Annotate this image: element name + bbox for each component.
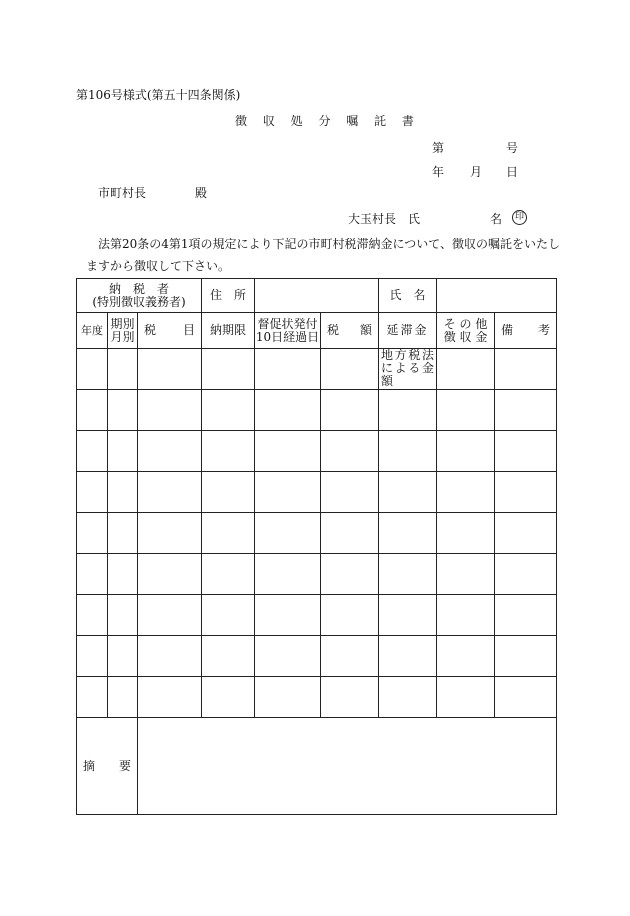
header-period	[108, 313, 138, 349]
cell[interactable]	[202, 349, 255, 390]
cell[interactable]	[321, 472, 379, 513]
delinquency-table	[76, 278, 557, 815]
legal-note-line-3: 額	[381, 374, 394, 388]
header-demand	[255, 313, 321, 349]
cell[interactable]	[379, 390, 437, 431]
cell[interactable]	[138, 677, 202, 718]
doc-number-prefix: 第	[432, 141, 445, 155]
table-row	[77, 677, 557, 718]
cell[interactable]	[495, 513, 557, 554]
header-other	[437, 313, 495, 349]
cell[interactable]	[108, 431, 138, 472]
cell[interactable]	[77, 390, 108, 431]
cell[interactable]	[495, 390, 557, 431]
cell[interactable]	[138, 431, 202, 472]
table-row	[77, 554, 557, 595]
cell[interactable]	[202, 431, 255, 472]
cell[interactable]	[495, 472, 557, 513]
header-due-date: 納期限	[202, 313, 255, 349]
header-remarks-2: 考	[537, 323, 550, 337]
cell[interactable]	[138, 554, 202, 595]
cell[interactable]	[138, 390, 202, 431]
cell[interactable]	[379, 513, 437, 554]
cell[interactable]	[379, 595, 437, 636]
header-year: 年度	[77, 313, 108, 349]
cell[interactable]	[495, 595, 557, 636]
body-text-line-1: 法第20条の4第1項の規定により下記の市町村税滞納金について、徴収の嘱託をいたし	[98, 237, 561, 251]
header-remarks	[495, 313, 557, 349]
seal-mark	[512, 208, 527, 225]
cell[interactable]	[321, 349, 379, 390]
date-day: 日	[506, 165, 519, 179]
header-tax-item	[138, 313, 202, 349]
table-row	[77, 595, 557, 636]
cell[interactable]	[138, 349, 202, 390]
cell[interactable]	[437, 349, 495, 390]
cell[interactable]	[108, 349, 138, 390]
taxpayer-row	[77, 279, 557, 313]
cell[interactable]	[255, 390, 321, 431]
header-demand-line-2: 10日経過日	[255, 329, 320, 344]
legal-note-line-1: 地方税法	[381, 348, 435, 362]
document-title: 徴 収 処 分 嘱 託 書	[235, 114, 420, 128]
summary-label-1: 摘	[82, 758, 95, 773]
body-text-line-2: ますから徴収して下さい。	[86, 259, 231, 273]
cell[interactable]	[437, 431, 495, 472]
header-amount	[321, 313, 379, 349]
name-label: 氏 名	[379, 279, 437, 313]
cell[interactable]	[255, 554, 321, 595]
cell[interactable]	[202, 636, 255, 677]
table-row	[77, 472, 557, 513]
cell[interactable]	[202, 390, 255, 431]
cell[interactable]	[255, 636, 321, 677]
header-demand-line-1: 督促状発付	[257, 316, 318, 331]
cell[interactable]	[138, 595, 202, 636]
form-number: 第106号様式(第五十四条関係)	[76, 88, 241, 102]
cell[interactable]	[108, 554, 138, 595]
doc-number-suffix: 号	[506, 141, 519, 155]
sender-mei: 名	[490, 212, 503, 226]
header-remarks-1: 備	[501, 323, 524, 337]
cell[interactable]	[321, 636, 379, 677]
cell[interactable]	[202, 677, 255, 718]
cell[interactable]	[202, 554, 255, 595]
table-row	[77, 390, 557, 431]
cell[interactable]	[255, 349, 321, 390]
cell[interactable]	[437, 554, 495, 595]
cell[interactable]	[255, 595, 321, 636]
cell[interactable]	[202, 472, 255, 513]
cell[interactable]	[437, 390, 495, 431]
date-month: 月	[470, 165, 483, 179]
cell[interactable]	[202, 513, 255, 554]
cell[interactable]	[495, 349, 557, 390]
header-period-line-1: 期別	[110, 316, 135, 331]
cell[interactable]	[255, 513, 321, 554]
header-other-line-1: そ の 他	[443, 316, 488, 331]
addressee-honorific: 殿	[195, 186, 208, 200]
cell[interactable]	[321, 554, 379, 595]
cell[interactable]	[255, 677, 321, 718]
address-field[interactable]	[255, 279, 379, 313]
cell[interactable]	[321, 677, 379, 718]
cell[interactable]	[202, 595, 255, 636]
date-year: 年	[432, 165, 445, 179]
cell[interactable]	[321, 431, 379, 472]
sender-name: 大玉村長 氏	[348, 212, 421, 226]
cell[interactable]	[495, 677, 557, 718]
summary-label-cell	[77, 718, 138, 815]
cell[interactable]	[321, 595, 379, 636]
cell[interactable]	[108, 390, 138, 431]
cell[interactable]	[437, 513, 495, 554]
cell[interactable]	[437, 595, 495, 636]
cell[interactable]	[108, 513, 138, 554]
cell[interactable]	[77, 349, 108, 390]
cell[interactable]	[437, 472, 495, 513]
cell[interactable]	[138, 472, 202, 513]
cell[interactable]	[108, 677, 138, 718]
table-row	[77, 431, 557, 472]
cell[interactable]	[138, 513, 202, 554]
cell[interactable]	[495, 636, 557, 677]
header-tax-item-2: 目	[183, 323, 196, 337]
summary-row	[77, 718, 557, 815]
cell[interactable]	[77, 513, 108, 554]
cell[interactable]	[379, 636, 437, 677]
addressee-name: 市町村長	[98, 186, 147, 200]
header-other-line-2: 徴 収 金	[443, 329, 488, 344]
cell[interactable]	[321, 513, 379, 554]
legal-note-line-2: による金	[381, 361, 435, 375]
cell[interactable]	[495, 554, 557, 595]
header-row	[77, 313, 557, 349]
cell[interactable]	[108, 472, 138, 513]
cell[interactable]	[108, 595, 138, 636]
cell[interactable]	[255, 472, 321, 513]
cell[interactable]	[108, 636, 138, 677]
cell[interactable]	[77, 431, 108, 472]
cell[interactable]	[437, 636, 495, 677]
header-delinquency: 延滞金	[379, 313, 437, 349]
cell[interactable]	[495, 431, 557, 472]
taxpayer-label: 納 税 者	[109, 281, 170, 296]
cell[interactable]	[77, 595, 108, 636]
address-label: 住 所	[202, 279, 255, 313]
cell[interactable]	[77, 472, 108, 513]
table-row	[77, 636, 557, 677]
cell[interactable]	[255, 431, 321, 472]
table-row	[77, 513, 557, 554]
cell[interactable]	[321, 390, 379, 431]
name-field[interactable]	[437, 279, 557, 313]
taxpayer-sub-label: (特別徴収義務者)	[92, 294, 186, 309]
cell[interactable]	[77, 636, 108, 677]
cell[interactable]	[77, 677, 108, 718]
cell[interactable]	[138, 636, 202, 677]
cell[interactable]	[379, 472, 437, 513]
header-amount-2: 額	[359, 323, 372, 337]
cell[interactable]	[379, 431, 437, 472]
cell[interactable]	[437, 677, 495, 718]
seal-icon: 印	[512, 210, 527, 225]
taxpayer-label-cell	[77, 279, 202, 313]
summary-field[interactable]	[138, 718, 557, 815]
header-amount-1: 税	[327, 323, 348, 337]
cell[interactable]	[379, 554, 437, 595]
header-tax-item-1: 税	[144, 323, 168, 337]
legal-basis-note-cell[interactable]	[379, 349, 437, 390]
summary-label-2: 要	[119, 758, 132, 773]
cell[interactable]	[379, 677, 437, 718]
cell[interactable]	[77, 554, 108, 595]
header-period-line-2: 月別	[110, 329, 135, 344]
table-row	[77, 349, 557, 390]
